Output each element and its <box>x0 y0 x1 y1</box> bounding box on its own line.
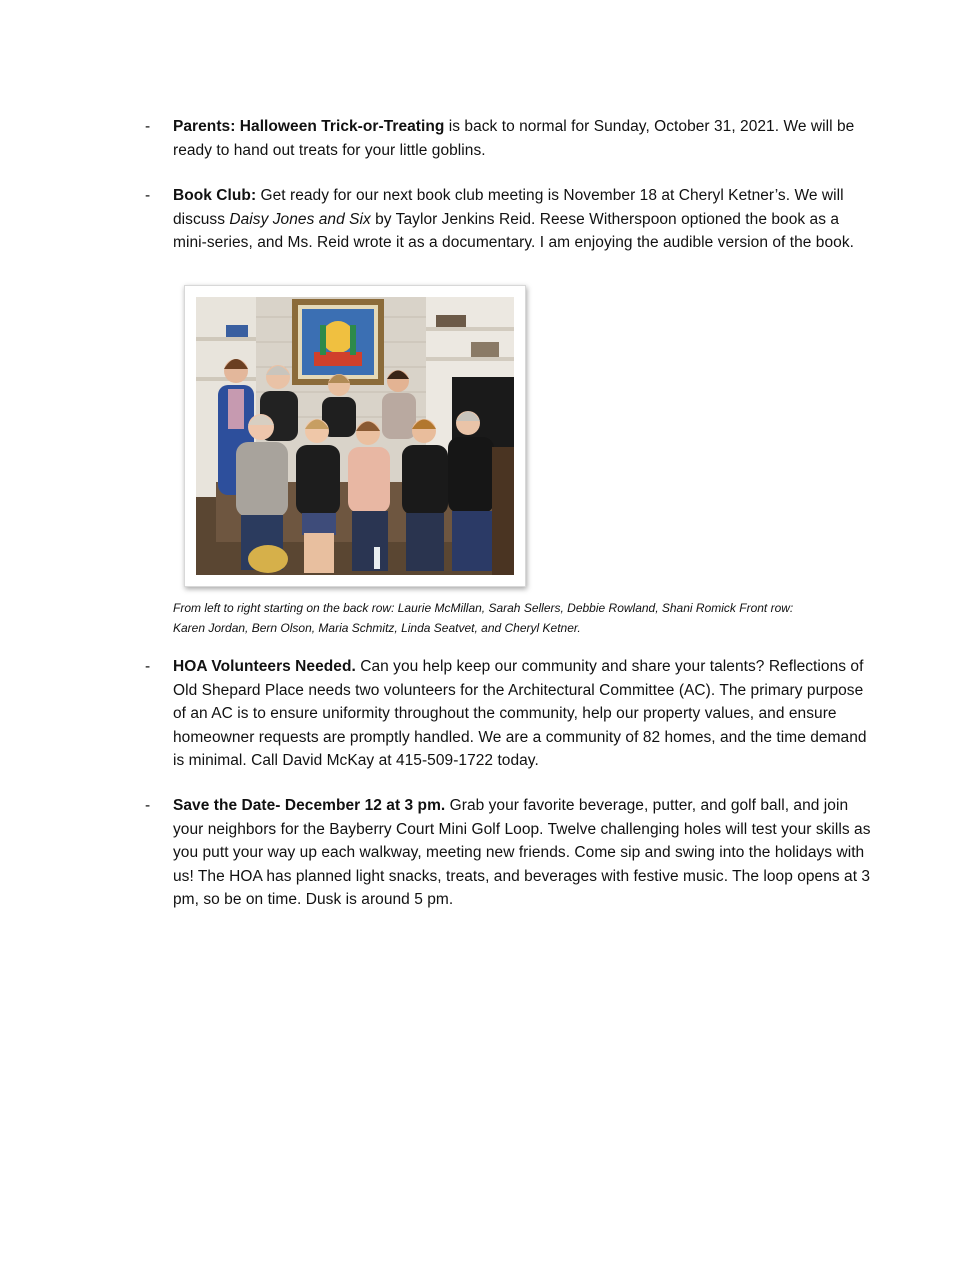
save-the-date-heading: Save the Date- December 12 at 3 pm. <box>173 797 446 814</box>
hoa-volunteers-text: Can you help keep our community and share your talents? Reflections of Old Shepard Place needs two volunteers for the Architectural Committee (AC). The primary purpose of an AC is to ensure uniformity throughout the community, help our property values, and ensure homeowner requests are promptly handled. We are a community of 82 homes, and the time demand is minimal. Call David McKay at 415-509-1722 today. <box>173 658 867 769</box>
book-club-bullet <box>145 184 875 255</box>
photo-caption <box>173 598 873 638</box>
book-club-paragraph <box>173 184 875 255</box>
bullet-dash: - <box>145 118 151 135</box>
halloween-paragraph <box>173 115 875 162</box>
book-club-text-before: Get ready for our next book club meeting is November 18 at Cheryl Ketner’s. We will discuss <box>173 187 844 228</box>
bullet-dash: - <box>145 187 151 204</box>
caption-line-1: From left to right starting on the back row: Laurie McMillan, Sarah Sellers, Debbie Rowland, Shani Romick Front row: <box>173 601 794 615</box>
save-the-date-text: Grab your favorite beverage, putter, and golf ball, and join your neighbors for the Bayberry Court Mini Golf Loop. Twelve challenging holes will test your skills as you putt your way up each walkway, meeting new friends. Come sip and swing into the holidays with us! The HOA has planned light snacks, treats, and beverages with festive music. The loop opens at 3 pm, so be on time. Dusk is around 5 pm. <box>173 797 871 908</box>
book-club-photo <box>196 297 514 575</box>
book-club-photo-frame <box>184 285 526 587</box>
book-title: Daisy Jones and Six <box>229 210 371 228</box>
hoa-volunteers-heading: HOA Volunteers Needed. <box>173 658 356 675</box>
bullet-dash: - <box>145 797 151 814</box>
group-photo-illustration <box>196 297 514 575</box>
hoa-volunteers-bullet <box>145 655 875 773</box>
hoa-volunteers-paragraph <box>173 655 875 773</box>
caption-line-2: Karen Jordan, Bern Olson, Maria Schmitz, Linda Seatvet, and Cheryl Ketner. <box>173 621 581 635</box>
book-club-text-after: by Taylor Jenkins Reid. Reese Witherspoon optioned the book as a mini-series, and Ms. Reid wrote it as a documentary. I am enjoying the audible version of the book. <box>173 210 854 251</box>
halloween-bullet <box>145 115 875 162</box>
bullet-dash: - <box>145 658 151 675</box>
book-club-heading: Book Club: <box>173 187 257 204</box>
save-the-date-bullet <box>145 794 875 912</box>
halloween-heading: Parents: Halloween Trick-or-Treating <box>173 118 445 135</box>
save-the-date-paragraph <box>173 794 875 912</box>
halloween-text: is back to normal for Sunday, October 31, 2021. We will be ready to hand out treats for your little goblins. <box>173 118 855 159</box>
